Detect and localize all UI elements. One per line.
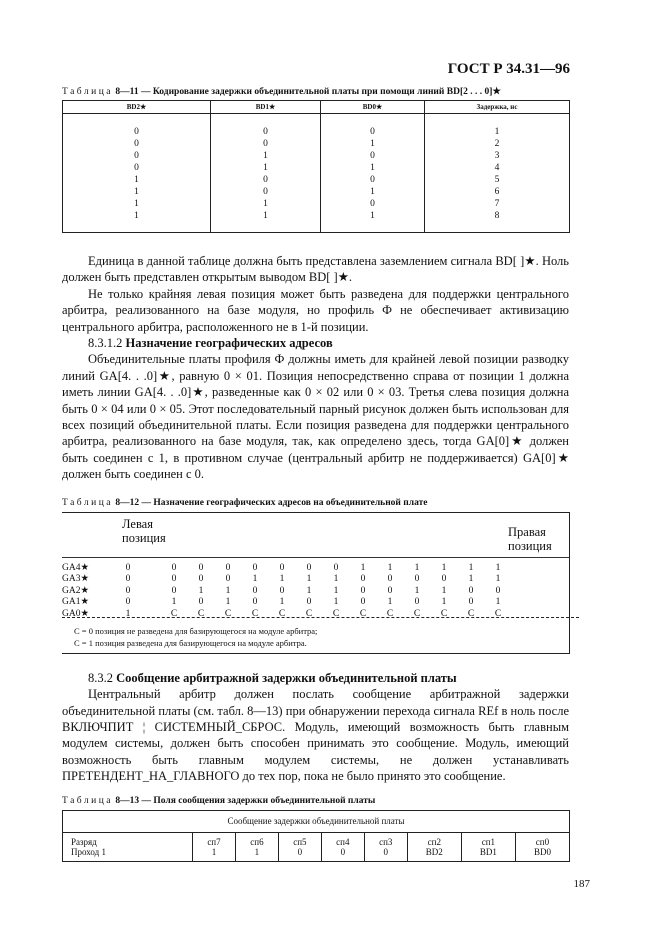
table-cell: 4 <box>494 163 500 173</box>
table-cell: 1 <box>441 562 447 573</box>
row-name: GA4★ <box>62 562 89 573</box>
table-cell: 0 <box>198 597 204 608</box>
paragraph: Не только крайняя левая позиция может быть разведена для поддержки центрального арбитра, реализованного на базе модуля, но профиль Ф не обеспечивает активизацию центрального арбитра, расположенного не в 1-й позиции. <box>62 286 569 334</box>
table-cell: 0 <box>387 585 393 596</box>
caption-text: 8—11 — Кодирование задержки объединительной платы при помощи линий BD[2 . . . 0]★ <box>115 87 501 97</box>
table-cell: 0 <box>263 139 268 149</box>
table-cell: 0 <box>370 151 375 161</box>
table-cell: 0 <box>360 574 366 585</box>
table-cell: 8 <box>494 211 500 221</box>
table-cell: C <box>197 608 205 619</box>
cell-line: BD0 <box>533 846 551 857</box>
table-cell: 0 <box>387 574 393 585</box>
table-cell: 1 <box>441 597 447 608</box>
table-cell: 1 <box>441 585 447 596</box>
table-cell: 0 <box>252 562 258 573</box>
table-row <box>62 563 569 575</box>
table-cell: C <box>440 608 448 619</box>
row-name: GA0★ <box>62 608 89 619</box>
table-cell: 0 <box>333 562 339 573</box>
table-cell: 1 <box>263 199 268 209</box>
cell-line: сп5 <box>293 836 307 847</box>
table-cell: C <box>413 608 421 619</box>
table-cell: 1 <box>333 574 339 585</box>
note: C = 1 позиция разведена для базирующегося на модуле арбитра. <box>74 637 307 648</box>
table-cell: 1 <box>370 163 375 173</box>
section-number: 8.3.1.2 <box>88 336 123 351</box>
bit-cell <box>278 832 321 861</box>
table-cell: 0 <box>360 597 366 608</box>
bit-cell <box>364 832 407 861</box>
table-cell: 0 <box>370 175 375 185</box>
table-cell: 1 <box>370 211 375 221</box>
table-cell: 0 <box>134 127 139 137</box>
table-cell: C <box>278 608 286 619</box>
table-cell: 0 <box>134 151 139 161</box>
table-cell: 0 <box>171 585 177 596</box>
body-text-2 <box>62 670 569 785</box>
table-cell: 1 <box>306 585 312 596</box>
paragraph: Объединительные платы профиля Ф должны иметь для крайней левой позиции разводку линий GA[4. . .0]★, равную 0 × 01. Позиция непосредственно справа от позиции 1 должна иметь линии GA[4. . .0]★, разведенные как 0 × 02 или 0 × 03. Третья слева позиция должна быть 0 × 04 или 0 × 05. Этот последовательный парный рисунок должен быть использован для всех позиций объединительной платы. Если позиция разведена для поддержки центрального арбитра, реализованного на базе модуля, так, как определено здесь, тогда GA[0]★ должен быть соединен с 1, в противном случае (центральный арбитр не поддерживается) GA[0]★ должен быть соединен с 0. <box>62 352 569 482</box>
table-cell: 1 <box>279 597 285 608</box>
table-row <box>62 586 569 598</box>
table-cell: 1 <box>225 585 231 596</box>
table-8-13 <box>62 810 570 862</box>
table-cell: 3 <box>494 151 500 161</box>
table-cell: 7 <box>494 199 500 209</box>
table-cell: 0 <box>171 574 177 585</box>
table-row <box>62 574 569 586</box>
cell-line: сп7 <box>207 836 221 847</box>
body-text-1 <box>62 253 569 483</box>
table-cell: C <box>332 608 340 619</box>
table-cell: 1 <box>387 562 393 573</box>
table-cell: 1 <box>494 127 500 137</box>
table-cell: 0 <box>495 585 501 596</box>
table-cell: 1 <box>414 585 420 596</box>
bit-cell <box>193 832 236 861</box>
table-row <box>62 597 569 609</box>
column-cells <box>63 114 211 233</box>
cell-line: сп4 <box>336 836 350 847</box>
section-heading <box>62 670 569 686</box>
table-cell: 0 <box>263 127 268 137</box>
table-cell: 1 <box>370 187 375 197</box>
label-line: Левая <box>122 516 153 531</box>
table-8-12-caption <box>62 497 570 509</box>
table-cell: C <box>467 608 475 619</box>
table-cell: C <box>494 608 502 619</box>
table-cell: 0 <box>225 574 231 585</box>
table-cell: 1 <box>171 597 177 608</box>
table-cell: 0 <box>468 585 474 596</box>
table-cell: 1 <box>263 211 268 221</box>
table-cell: 1 <box>134 187 139 197</box>
table-cell: 1 <box>468 574 474 585</box>
row-name: GA3★ <box>62 574 89 585</box>
table-cell: 0 <box>125 562 131 573</box>
column-cells <box>211 114 321 233</box>
column-cells <box>321 114 425 233</box>
row-name: GA2★ <box>62 585 89 596</box>
column-cells <box>425 114 570 233</box>
table-8-11-caption <box>62 86 570 98</box>
table-cell: 0 <box>134 139 139 149</box>
label-line: позиция <box>122 530 166 545</box>
section-number: 8.3.2 <box>88 670 113 685</box>
table-cell: 0 <box>198 574 204 585</box>
table-cell: 1 <box>225 597 231 608</box>
label-line: позиция <box>508 538 552 553</box>
table-cell: C <box>305 608 313 619</box>
table-cell: 0 <box>125 597 131 608</box>
table-cell: 0 <box>360 585 366 596</box>
table-cell: 1 <box>263 151 268 161</box>
dashed-divider <box>62 617 579 618</box>
table-cell: 0 <box>279 585 285 596</box>
table-cell: 1 <box>125 608 131 619</box>
paragraph: Центральный арбитр должен послать сообщение арбитражной задержки объединительной платы (см. табл. 8—13) при обнаружении перехода сигнала REf в ноль после ВКЛЮЧПИТ ¦ СИСТЕМНЫЙ_СБРОС. Модуль, имеющий возможность быть главным модулем системы, должен быть способен принимать это сообщение. Модуль, имеющий возможность быть главным модулем системы, не должен устанавливать ПРЕТЕНДЕНТ_НА_ГЛАВНОГО до тех пор, пока не было принято это сообщение. <box>62 687 569 784</box>
table-cell: C <box>224 608 232 619</box>
caption-text: 8—13 — Поля сообщения задержки объединительной платы <box>115 795 376 806</box>
table-cell: 0 <box>198 562 204 573</box>
cell-line: сп6 <box>250 836 264 847</box>
page-content <box>62 60 590 890</box>
note: C = 0 позиция не разведена для базирующегося на модуле арбитра; <box>74 625 318 636</box>
cell-line: сп0 <box>535 836 550 847</box>
column-header: BD2★ <box>63 101 211 114</box>
table-cell: 0 <box>263 187 268 197</box>
cell-line: 0 <box>297 846 303 857</box>
cell-line: BD2 <box>425 846 443 857</box>
table-title: Сообщение задержки объединительной платы <box>63 810 570 832</box>
table-cell: 1 <box>333 585 339 596</box>
section-title: Сообщение арбитражной задержки объединительной платы <box>116 670 457 685</box>
cell-line: сп1 <box>481 836 496 847</box>
caption-prefix: Таблица <box>62 497 114 508</box>
table-cell: C <box>386 608 394 619</box>
caption-text: 8—12 — Назначение географических адресов на объединительной плате <box>115 497 428 508</box>
bit-cell <box>321 832 364 861</box>
table-cell: 1 <box>495 597 501 608</box>
table-cell: 1 <box>134 175 139 185</box>
table-cell: 0 <box>252 585 258 596</box>
page-number: 187 <box>573 877 590 890</box>
table-cell: 1 <box>198 585 204 596</box>
table-cell: 1 <box>252 574 258 585</box>
table-cell: 0 <box>414 574 420 585</box>
table-cell: 0 <box>125 585 131 596</box>
right-position-label <box>508 525 552 553</box>
table-cell: 0 <box>171 562 177 573</box>
table-cell: 1 <box>279 574 285 585</box>
bit-cell <box>235 832 278 861</box>
bit-cell <box>461 832 515 861</box>
table-cell: 0 <box>252 597 258 608</box>
table-cell: 0 <box>225 562 231 573</box>
cell-line: 1 <box>254 846 260 857</box>
left-position-label <box>122 517 166 545</box>
table-8-13-caption <box>62 795 570 807</box>
table-cell: 1 <box>333 597 339 608</box>
cell-line: сп3 <box>379 836 393 847</box>
caption-prefix: Таблица <box>62 87 114 97</box>
table-cell: 1 <box>306 574 312 585</box>
row-name: GA1★ <box>62 597 89 608</box>
cell-line: 0 <box>340 846 346 857</box>
column-header: BD1★ <box>211 101 321 114</box>
table-cell: 0 <box>441 574 447 585</box>
table-cell: 0 <box>414 597 420 608</box>
table-cell: 1 <box>134 199 139 209</box>
table-cell: C <box>359 608 367 619</box>
table-cell: 0 <box>125 574 131 585</box>
bit-cell <box>407 832 461 861</box>
table-8-12 <box>62 512 570 654</box>
cell-line: сп2 <box>427 836 441 847</box>
table-cell: 0 <box>306 562 312 573</box>
paragraph: Единица в данной таблице должна быть представлена заземлением сигнала BD[ ]★. Ноль должен быть представлен открытым выводом BD[ ]★. <box>62 254 569 285</box>
table-cell: 0 <box>468 597 474 608</box>
section-title: Назначение географических адресов <box>125 336 333 351</box>
table-cell: 0 <box>370 127 375 137</box>
table-cell: 0 <box>134 163 139 173</box>
table-cell: 1 <box>370 139 375 149</box>
cell-line: 0 <box>383 846 389 857</box>
table-cell: 1 <box>387 597 393 608</box>
cell-line: BD1 <box>479 846 497 857</box>
table-cell: 0 <box>279 562 285 573</box>
column-header: Задержка, нс <box>425 101 570 114</box>
column-header: BD0★ <box>321 101 425 114</box>
table-row <box>62 609 569 621</box>
label-line: Разряд <box>71 836 97 847</box>
table-cell: 1 <box>263 163 268 173</box>
label-line: Проход 1 <box>71 846 107 857</box>
divider <box>62 557 569 558</box>
caption-prefix: Таблица <box>62 795 114 806</box>
table-cell: 2 <box>494 139 500 149</box>
table-cell: 5 <box>494 175 500 185</box>
table-8-11 <box>62 100 570 233</box>
table-cell: 0 <box>370 199 375 209</box>
label-line: Правая <box>508 524 546 539</box>
table-cell: C <box>170 608 178 619</box>
table-cell: 1 <box>414 562 420 573</box>
table-cell: C <box>251 608 259 619</box>
table-cell: 0 <box>263 175 268 185</box>
table-cell: 0 <box>306 597 312 608</box>
table-cell: 1 <box>495 562 501 573</box>
table-cell: 1 <box>468 562 474 573</box>
row-label <box>63 832 193 861</box>
section-heading <box>62 335 569 351</box>
table-cell: 1 <box>495 574 501 585</box>
document-id: ГОСТ Р 34.31—96 <box>447 61 570 77</box>
table-cell: 1 <box>360 562 366 573</box>
cell-line: 1 <box>211 846 217 857</box>
bit-cell <box>515 832 569 861</box>
table-cell: 6 <box>494 187 500 197</box>
table-cell: 1 <box>134 211 139 221</box>
